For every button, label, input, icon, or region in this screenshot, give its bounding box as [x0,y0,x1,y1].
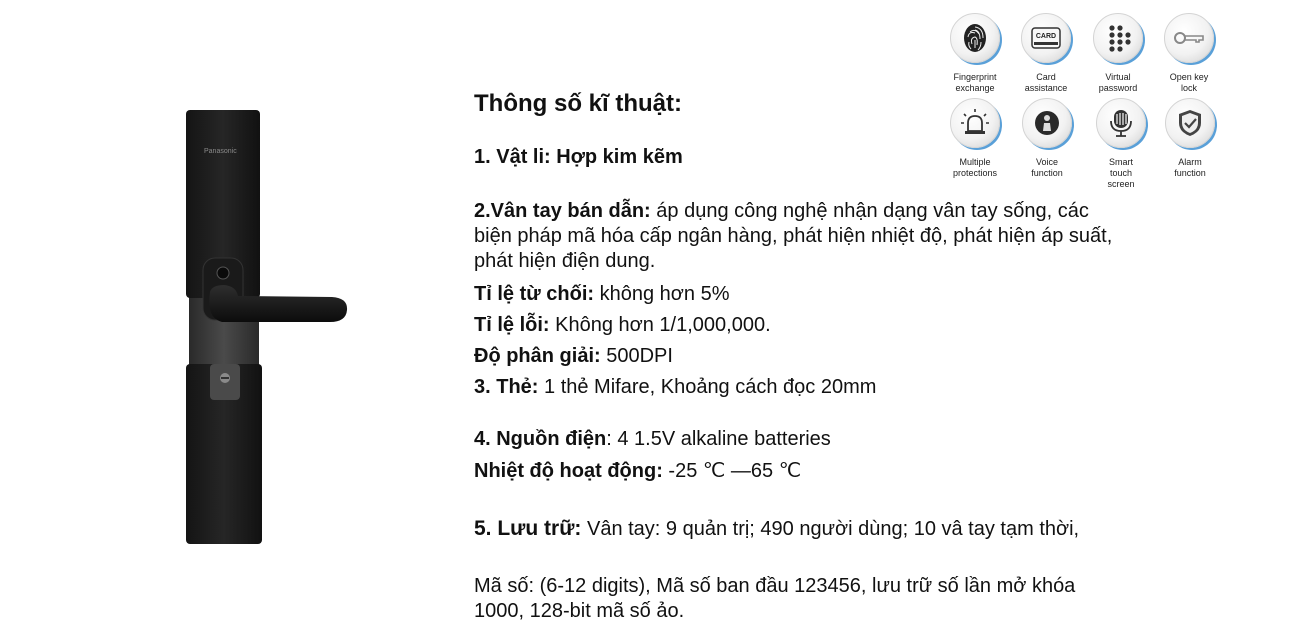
feature-label: Card assistance [1024,72,1068,93]
spec-card: 3. Thẻ: 1 thẻ Mifare, Khoảng cách đọc 20mm [474,376,877,398]
spec-error-rate: Tỉ lệ lỗi: Không hơn 1/1,000,000. [474,314,771,336]
spec-storage: 5. Lưu trữ: Vân tay: 9 quản trị; 490 người dùng; 10 vâ tay tạm thời, [474,517,1080,540]
card-icon [1030,22,1062,54]
spec-temperature: Nhiệt độ hoạt động: -25 ℃ —65 ℃ [474,460,802,482]
key-icon [1173,22,1205,54]
feature-virtual-password [1081,13,1155,94]
shield-icon [1174,107,1206,139]
fingerprint-icon [959,22,991,54]
fingerprint-sensor [217,267,229,279]
spec-resolution: Độ phân giải: 500DPI [474,345,673,367]
brand-label: Panasonic [204,148,237,155]
door-lock-image [0,0,460,641]
feature-label: Virtual password [1098,72,1138,93]
svg-text:CARD: CARD [1035,33,1057,40]
door-handle[interactable] [209,285,347,322]
spec-password: Mã số: (6-12 digits), Mã số ban đầu 123456, lưu trữ số lần mở khóa 1000, 128-bit mã số ảo. [474,575,1076,622]
alarm-light-icon [959,107,991,139]
feature-label: Alarm function [1174,157,1206,178]
spec-material: 1. Vật li: Hợp kim kẽm [474,146,683,168]
spec-power: 4. Nguồn điện: 4 1.5V alkaline batteries [474,428,831,450]
feature-alarm [1153,98,1227,179]
voice-icon [1031,107,1063,139]
feature-touch-screen [1084,98,1158,190]
feature-label: Smart touch screen [1107,157,1135,189]
feature-fingerprint [938,13,1012,94]
feature-label: Open key lock [1169,72,1209,93]
spec-rejection-rate: Tỉ lệ từ chối: không hơn 5% [474,283,730,305]
feature-card [1009,13,1083,94]
spec-label: 2.Vân tay bán dẫn: [474,200,651,222]
spec-title: Thông số kĩ thuật: [474,90,682,117]
spec-fingerprint [474,199,1124,274]
feature-label: Voice function [1031,157,1063,178]
touch-screen-icon [1105,107,1137,139]
keypad-icon [1102,22,1134,54]
spec-value: áp dụng công nghệ nhận dạng vân tay sống, các biện pháp mã hóa cấp ngân hàng, phát hiện nhiệt độ, phát hiện áp suất, phát hiện điện dung. [474,200,1113,272]
feature-open-key-lock [1152,13,1226,94]
feature-label: Fingerprint exchange [953,72,997,93]
feature-label: Multiple protections [952,157,998,178]
